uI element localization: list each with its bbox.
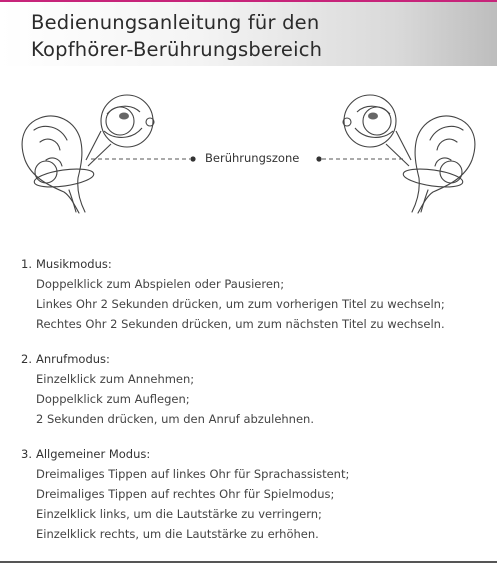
section-heading: [21, 254, 491, 274]
instruction-line: Linkes Ohr 2 Sekunden drücken, um zum vorherigen Titel zu wechseln;: [36, 297, 445, 311]
left-touch-dot-icon: [119, 113, 129, 120]
instruction-line: Einzelklick zum Annehmen;: [36, 372, 195, 386]
right-earbud-icon: [402, 161, 464, 190]
section-general-mode: [21, 444, 491, 544]
instruction-line: 2 Sekunden drücken, um den Anruf abzulehnen.: [36, 412, 314, 426]
title-line-2: Kopfhörer-Berührungsbereich: [31, 38, 323, 61]
instruction-line: Doppelklick zum Abspielen oder Pausieren;: [36, 277, 285, 291]
section-heading: [21, 444, 491, 464]
touch-zone-label: Berührungszone: [205, 151, 300, 165]
section-number: 1.: [21, 257, 32, 271]
right-zoom-bubble-icon: [343, 95, 411, 166]
instruction-line: Dreimaliges Tippen auf linkes Ohr für Sprachassistent;: [36, 467, 350, 481]
section-heading: [21, 349, 491, 369]
earbud-illustration: [0, 85, 497, 215]
instruction-line: Doppelklick zum Auflegen;: [36, 392, 190, 406]
section-call-mode: [21, 349, 491, 429]
left-connector-end-icon: [190, 156, 195, 161]
section-title: Anrufmodus:: [36, 352, 110, 366]
instruction-line: Rechtes Ohr 2 Sekunden drücken, um zum nächsten Titel zu wechseln.: [36, 317, 445, 331]
section-number: 3.: [21, 447, 32, 461]
section-title: Musikmodus:: [36, 257, 112, 271]
right-connector-end-icon: [316, 156, 321, 161]
right-touch-dot-icon: [368, 113, 378, 120]
instruction-line: Dreimaliges Tippen auf rechtes Ohr für Spielmodus;: [36, 487, 335, 501]
instruction-line: Einzelklick rechts, um die Lautstärke zu erhöhen.: [36, 527, 319, 541]
bottom-rule: [0, 561, 497, 563]
section-music-mode: [21, 254, 491, 334]
section-title: Allgemeiner Modus:: [36, 447, 151, 461]
section-number: 2.: [21, 352, 32, 366]
left-zoom-bubble-icon: [86, 95, 154, 166]
page-title: [31, 9, 322, 63]
instruction-list: [21, 254, 491, 559]
left-earbud-icon: [33, 161, 95, 190]
instruction-line: Einzelklick links, um die Lautstärke zu verringern;: [36, 507, 322, 521]
title-line-1: Bedienungsanleitung für den: [31, 11, 320, 34]
header-banner: [0, 2, 497, 66]
